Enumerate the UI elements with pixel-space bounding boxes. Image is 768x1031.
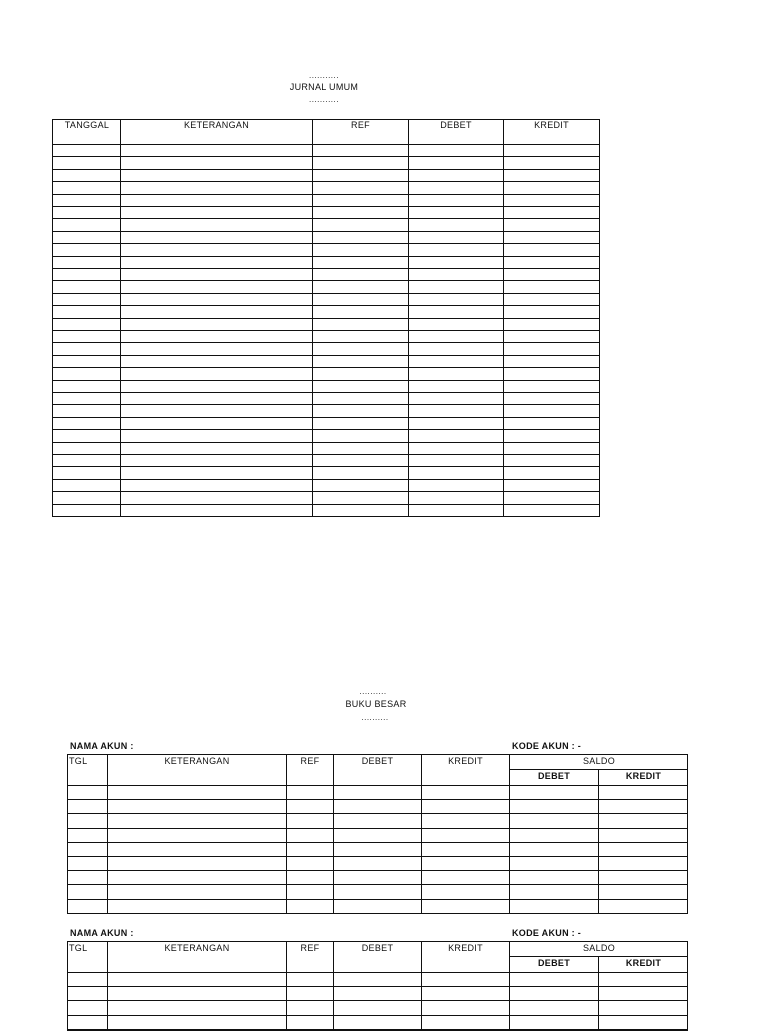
table-row [52, 318, 600, 319]
table-row [67, 842, 688, 843]
jurnal-dots-bottom: ........... [309, 95, 339, 104]
table-row [52, 256, 600, 257]
table-row [52, 442, 600, 443]
table-row [67, 870, 688, 871]
saldo-header-kredit: KREDIT [625, 771, 662, 781]
ledger-header-keterangan: KETERANGAN [164, 756, 230, 766]
jurnal-header-tanggal: TANGGAL [64, 120, 110, 130]
ledger-header-kredit: KREDIT [448, 756, 483, 766]
buku-besar-dots-top: .......... [359, 687, 387, 696]
ledger-header-kredit: KREDIT [448, 943, 483, 953]
saldo-header-divider [509, 956, 688, 957]
table-row [52, 454, 600, 455]
ledger-header-ref: REF [300, 756, 320, 766]
table-row [67, 884, 688, 885]
jurnal-header-keterangan: KETERANGAN [183, 120, 249, 130]
table-row [67, 799, 688, 800]
table-row [52, 169, 600, 170]
table-row [67, 828, 688, 829]
table-row [52, 218, 600, 219]
table-row [52, 504, 600, 505]
table-row [52, 392, 600, 393]
ledger-header-tgl: TGL [69, 756, 88, 766]
buku-besar-dots-bottom: .......... [361, 713, 389, 722]
ledger-header-saldo: SALDO [582, 756, 615, 766]
table-row [52, 380, 600, 381]
ledger-col-divider [333, 754, 334, 914]
table-row [52, 429, 600, 430]
nama-akun-label: NAMA AKUN : [70, 741, 134, 751]
kode-akun-label: KODE AKUN : - [512, 928, 582, 938]
ledger-header-ref: REF [300, 943, 320, 953]
jurnal-dots-top: ........... [309, 71, 339, 80]
table-row [67, 1000, 688, 1001]
table-row [67, 856, 688, 857]
ledger-col-divider [107, 754, 108, 914]
table-row [67, 899, 688, 900]
table-row [52, 268, 600, 269]
saldo-header-debet: DEBET [537, 958, 570, 968]
table-row [52, 243, 600, 244]
table-row [52, 194, 600, 195]
table-row [52, 330, 600, 331]
saldo-header-kredit: KREDIT [625, 958, 662, 968]
table-row [52, 479, 600, 480]
jurnal-header-ref: REF [351, 120, 370, 130]
buku-besar-title: BUKU BESAR [345, 699, 407, 709]
jurnal-header-divider [52, 144, 600, 145]
saldo-header-debet: DEBET [537, 771, 570, 781]
ledger-header-tgl: TGL [69, 943, 88, 953]
ledger-header-divider [67, 785, 688, 786]
jurnal-header-kredit: KREDIT [534, 120, 569, 130]
table-row [52, 206, 600, 207]
ledger-header-debet: DEBET [361, 943, 394, 953]
kode-akun-label: KODE AKUN : - [512, 741, 582, 751]
table-row [52, 293, 600, 294]
table-row [52, 417, 600, 418]
table-row [52, 355, 600, 356]
table-row [52, 342, 600, 343]
table-row [52, 181, 600, 182]
nama-akun-label: NAMA AKUN : [70, 928, 134, 938]
table-row [52, 466, 600, 467]
table-row [52, 491, 600, 492]
jurnal-header-debet: DEBET [440, 120, 472, 130]
ledger-col-divider [286, 754, 287, 914]
table-row [67, 813, 688, 814]
ledger-header-debet: DEBET [361, 756, 394, 766]
ledger-col-divider [421, 754, 422, 914]
ledger-header-divider [67, 972, 688, 973]
saldo-header-divider [509, 769, 688, 770]
table-row [52, 231, 600, 232]
table-row [52, 305, 600, 306]
table-row [52, 156, 600, 157]
table-row [67, 1015, 688, 1016]
table-row [67, 1029, 688, 1030]
table-row [52, 367, 600, 368]
table-row [52, 404, 600, 405]
jurnal-title: JURNAL UMUM [289, 82, 359, 92]
ledger-header-saldo: SALDO [582, 943, 615, 953]
ledger-header-keterangan: KETERANGAN [164, 943, 230, 953]
table-row [52, 280, 600, 281]
table-row [67, 986, 688, 987]
